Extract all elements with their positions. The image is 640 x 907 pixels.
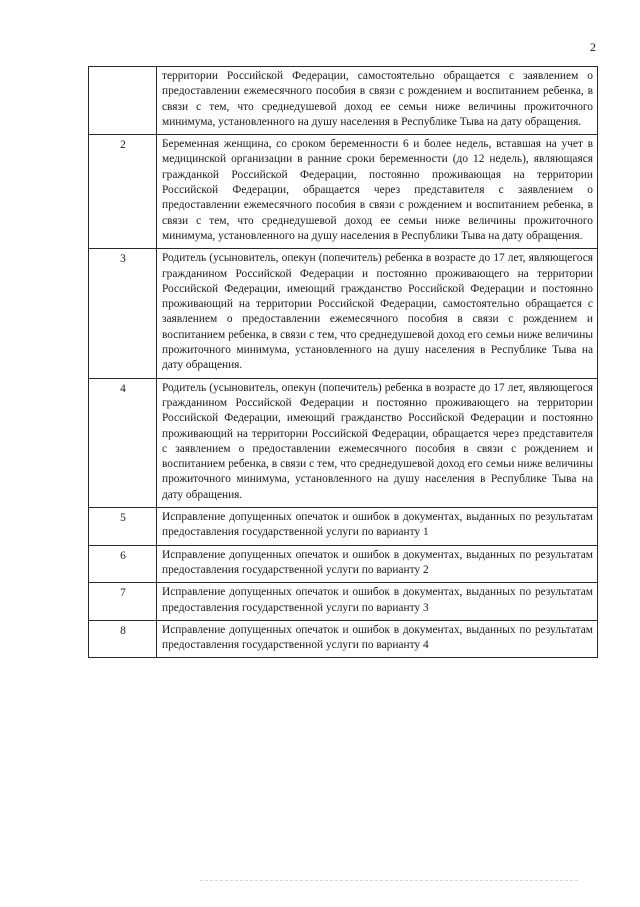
- variants-table: [88, 66, 598, 658]
- row-number: 4: [89, 378, 157, 507]
- row-description: Родитель (усыновитель, опекун (попечитель) ребенка в возрасте до 17 лет, являющегося гражданином Российской Федерации и постоянно проживающего на территории Российской Федерации, имеющий гражданство Российской Федерации и постоянно проживающий на территории Российской Федерации, обращается через представителя с заявлением о предоставлении ежемесячного пособия в связи с рождением и воспитанием ребенка, в связи с тем, что среднедушевой доход его семьи ниже величины прожиточного минимума, установленного на душу населения в Республике Тыва на дату обращения.: [157, 378, 598, 507]
- table-row: [89, 249, 598, 378]
- row-description: Исправление допущенных опечаток и ошибок в документах, выданных по результатам предоставления государственной услуги по варианту 3: [157, 583, 598, 621]
- row-number: 5: [89, 508, 157, 546]
- table-row: [89, 545, 598, 583]
- table-row: [89, 620, 598, 658]
- row-number: 2: [89, 135, 157, 249]
- table-row: [89, 67, 598, 135]
- row-description: Родитель (усыновитель, опекун (попечитель) ребенка в возрасте до 17 лет, являющегося гражданином Российской Федерации и постоянно проживающего на территории Российской Федерации, имеющий гражданство Российской Федерации и постоянно проживающий на территории Российской Федерации, самостоятельно обращается с заявлением о предоставлении ежемесячного пособия в связи с рождением и воспитанием ребенка, в связи с тем, что среднедушевой доход его семьи ниже величины прожиточного минимума, установленного на душу населения в Республике Тыва на дату обращения.: [157, 249, 598, 378]
- row-description: Исправление допущенных опечаток и ошибок в документах, выданных по результатам предоставления государственной услуги по варианту 2: [157, 545, 598, 583]
- row-number: 6: [89, 545, 157, 583]
- row-description: Исправление допущенных опечаток и ошибок в документах, выданных по результатам предоставления государственной услуги по варианту 4: [157, 620, 598, 658]
- row-number: 8: [89, 620, 157, 658]
- table-row: [89, 583, 598, 621]
- row-description: территории Российской Федерации, самостоятельно обращается с заявлением о предоставлении ежемесячного пособия в связи с рождением и воспитанием ребенка, в связи с тем, что среднедушевой доход ее семьи ниже величины прожиточного минимума, установленного на душу населения в Республике Тыва на дату обращения.: [157, 67, 598, 135]
- table-row: [89, 378, 598, 507]
- scan-footer-line: [200, 880, 578, 881]
- table-row: [89, 135, 598, 249]
- row-description: Исправление допущенных опечаток и ошибок в документах, выданных по результатам предоставления государственной услуги по варианту 1: [157, 508, 598, 546]
- page-number: 2: [590, 40, 596, 54]
- table-row: [89, 508, 598, 546]
- row-number: [89, 67, 157, 135]
- row-description: Беременная женщина, со сроком беременности 6 и более недель, вставшая на учет в медицинской организации в ранние сроки беременности (до 12 недель), являющаяся гражданкой Российской Федерации, постоянно проживающая на территории Российской Федерации, обращается через представителя с заявлением о предоставлении ежемесячного пособия в связи с рождением и воспитанием ребенка, в связи с тем, что среднедушевой доход ее семьи ниже величины прожиточного минимума, установленного на душу населения в Республики Тыва на дату обращения.: [157, 135, 598, 249]
- row-number: 3: [89, 249, 157, 378]
- row-number: 7: [89, 583, 157, 621]
